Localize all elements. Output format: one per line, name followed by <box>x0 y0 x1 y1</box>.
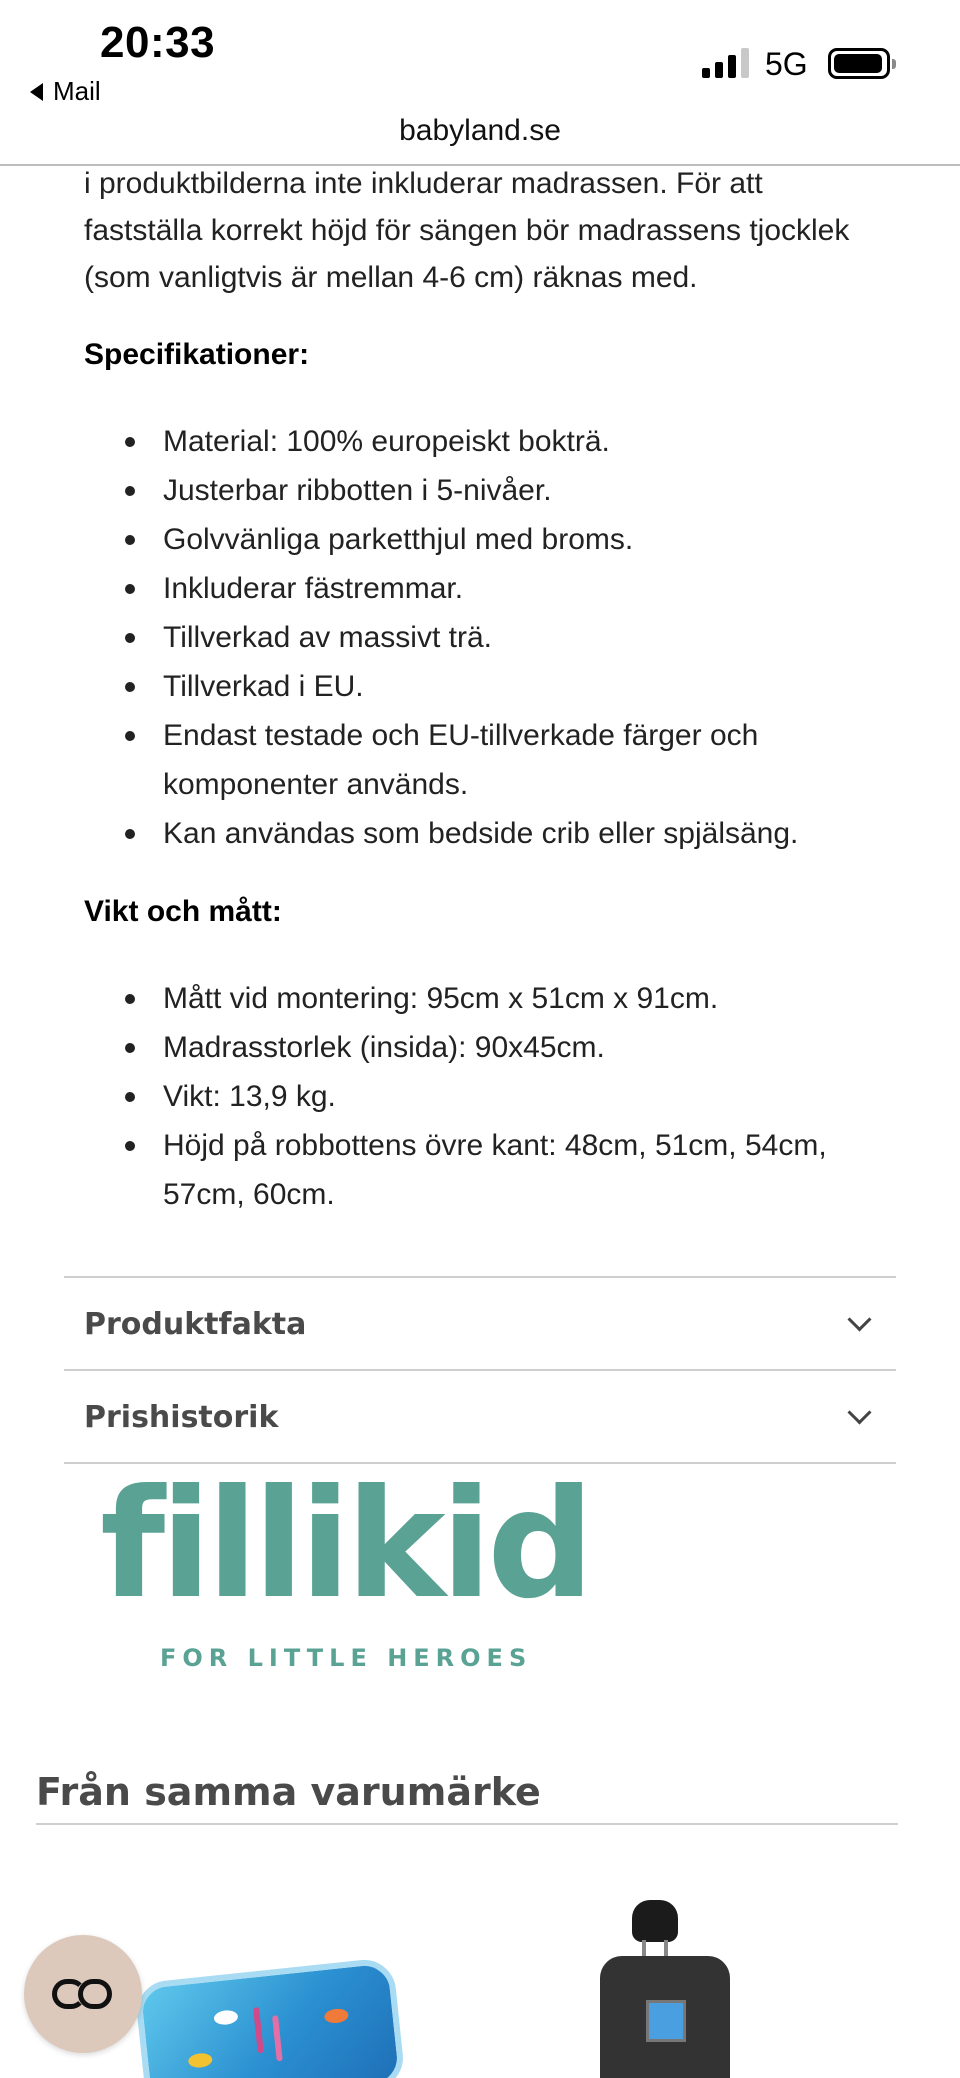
brand-logo-word: fillikid <box>100 1458 590 1632</box>
back-arrow-icon <box>30 83 43 101</box>
product-thumbnail-seat-protector[interactable] <box>596 1900 746 2078</box>
browser-header <box>0 0 960 166</box>
accordion-label: Produktfakta <box>84 1306 307 1342</box>
brand-logo[interactable] <box>100 1458 590 1686</box>
status-time: 20:33 <box>100 18 216 67</box>
water-mat-image <box>134 1957 406 2078</box>
description-intro: i produktbilderna inte inkluderar madrassen. För att fastställa korrekt höjd för sängen bör madrassens tjocklek (som vanligtvis är mellan 4-6 cm) räknas med. <box>84 167 850 294</box>
list-item: Tillverkad av massivt trä. <box>163 613 884 662</box>
seat-headrest <box>632 1900 678 1942</box>
accordion-label: Prishistorik <box>84 1399 279 1435</box>
accordion-prishistorik[interactable] <box>64 1369 896 1463</box>
list-item: Golvvänliga parketthjul med broms. <box>163 515 884 564</box>
list-item: Vikt: 13,9 kg. <box>163 1072 884 1121</box>
list-item: Endast testade och EU-tillverkade färger och komponenter används. <box>163 711 884 809</box>
back-label: Mail <box>53 76 101 106</box>
brand-logo-tagline: FOR LITTLE HEROES <box>160 1644 533 1672</box>
weight-heading: Vikt och mått: <box>84 895 282 928</box>
product-thumbnail-water-mat[interactable] <box>120 1950 410 2078</box>
related-products-title: Från samma varumärke <box>36 1770 541 1814</box>
spec-heading: Specifikationer: <box>84 338 310 371</box>
accordion-produktfakta[interactable] <box>64 1276 896 1370</box>
list-item: Kan användas som bedside crib eller spjälsäng. <box>163 809 884 858</box>
chevron-down-icon <box>847 1400 871 1424</box>
chat-icon <box>52 1979 114 2009</box>
network-label: 5G <box>765 46 808 82</box>
list-item: Material: 100% europeiskt bokträ. <box>163 417 884 466</box>
list-item: Inkluderar fästremmar. <box>163 564 884 613</box>
section-divider <box>36 1823 898 1825</box>
product-description <box>84 160 884 1219</box>
weight-list <box>84 974 884 1219</box>
url-bar[interactable]: babyland.se <box>399 114 561 147</box>
list-item: Höjd på robbottens övre kant: 48cm, 51cm, 54cm, 57cm, 60cm. <box>163 1121 884 1219</box>
chat-button[interactable] <box>24 1935 142 2053</box>
battery-icon <box>828 48 890 79</box>
chevron-down-icon <box>847 1307 871 1331</box>
spec-list <box>84 417 884 858</box>
list-item: Mått vid montering: 95cm x 51cm x 91cm. <box>163 974 884 1023</box>
back-to-mail-button[interactable] <box>30 76 101 107</box>
signal-icon <box>702 48 749 78</box>
list-item: Tillverkad i EU. <box>163 662 884 711</box>
list-item: Justerbar ribbotten i 5-nivåer. <box>163 466 884 515</box>
seat-tablet-pocket <box>646 2000 686 2042</box>
list-item: Madrasstorlek (insida): 90x45cm. <box>163 1023 884 1072</box>
